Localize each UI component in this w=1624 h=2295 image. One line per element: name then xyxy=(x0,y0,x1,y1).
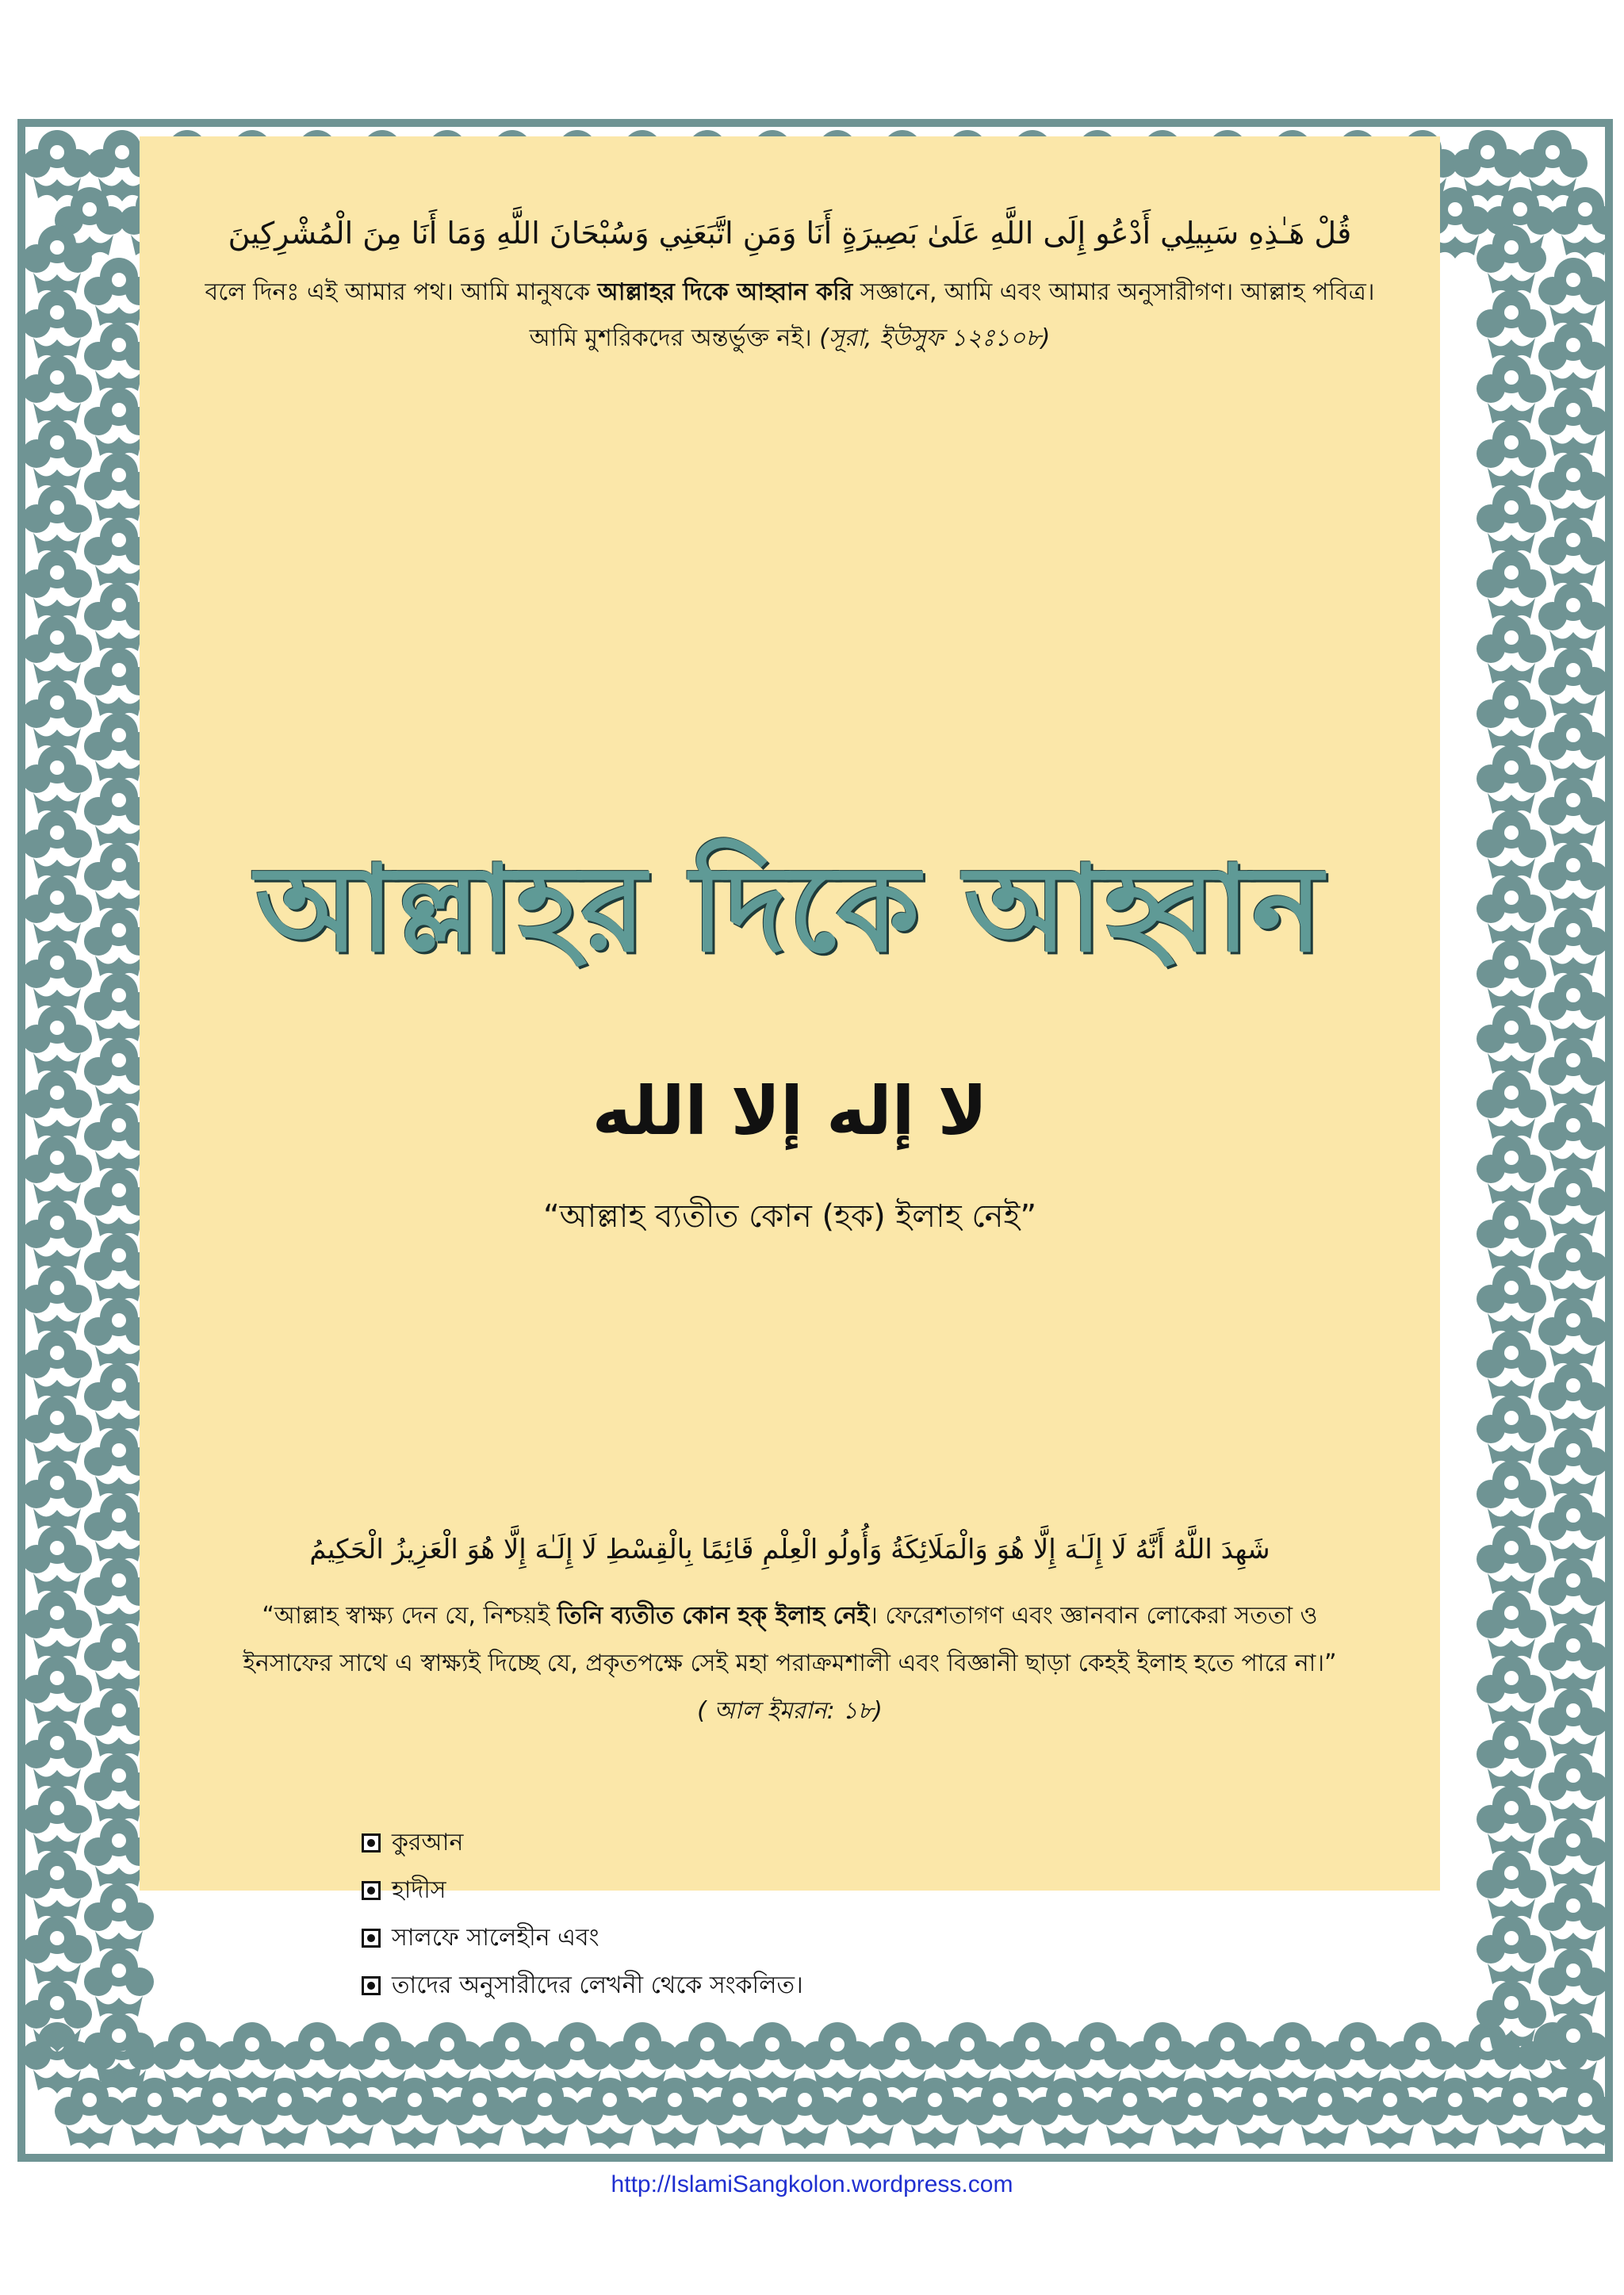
floral-ornament-icon xyxy=(1538,1103,1605,1174)
floral-ornament-icon xyxy=(1538,1233,1605,1305)
floral-ornament-icon xyxy=(965,2078,1035,2149)
floral-ornament-icon xyxy=(1477,1916,1546,1987)
floral-ornament-icon xyxy=(120,2078,190,2149)
floral-ornament-icon xyxy=(900,2078,970,2149)
floral-ornament-icon xyxy=(25,1591,92,1662)
page-title: আল্লাহর দিকে আহ্বান xyxy=(255,839,1324,979)
floral-ornament-icon xyxy=(380,2078,450,2149)
floral-ornament-icon xyxy=(1538,323,1605,394)
floral-ornament-icon xyxy=(1538,1818,1605,1890)
floral-ornament-icon xyxy=(1477,941,1546,1012)
floral-ornament-icon xyxy=(25,420,92,492)
floral-ornament-icon xyxy=(445,2078,515,2149)
floral-ornament-icon xyxy=(1477,810,1546,882)
floral-ornament-icon xyxy=(1290,2078,1360,2149)
floral-ornament-icon xyxy=(1538,908,1605,979)
content-panel xyxy=(140,136,1440,1999)
list-item xyxy=(362,1819,803,1867)
closing-verse-arabic: شَهِدَ اللَّهُ أَنَّهُ لَا إِلَـٰهَ إِلَّا هُوَ وَالْمَلَائِكَةُ وَأُولُو الْعِلْمِ قَائِمًا بِالْقِسْطِ لَا إِلَـٰهَ إِلَّا هُوَ الْعَزِيزُ الْحَكِيمُ xyxy=(309,1534,1270,1565)
floral-ornament-icon xyxy=(510,2078,580,2149)
floral-ornament-icon xyxy=(25,1136,92,1207)
floral-ornament-icon xyxy=(25,1006,92,1077)
floral-ornament-icon xyxy=(25,615,92,687)
floral-ornament-icon xyxy=(25,485,92,557)
floral-ornament-icon xyxy=(25,1526,92,1597)
floral-ornament-icon xyxy=(185,2078,255,2149)
floral-ornament-icon xyxy=(25,745,92,817)
list-item xyxy=(362,1962,803,2010)
verse1-emphasis: আল্লাহর দিকে আহ্বান করি xyxy=(597,278,853,306)
floral-ornament-icon xyxy=(25,875,92,947)
floral-ornament-icon xyxy=(1477,1136,1546,1207)
floral-ornament-icon xyxy=(1160,2078,1230,2149)
floral-ornament-icon xyxy=(55,2078,124,2149)
floral-ornament-icon xyxy=(25,1851,92,1922)
sources-list xyxy=(362,1819,803,2010)
floral-ornament-icon xyxy=(1538,1298,1605,1370)
floral-ornament-icon xyxy=(1477,355,1546,427)
floral-ornament-icon xyxy=(1477,1201,1546,1272)
verse2-text-c: ইনসাফের সাথে এ স্বাক্ষ্যই দিচ্ছে যে, প্রকৃতপক্ষে সেই মহা পরাক্রমশালী এবং বিজ্ঞানী ছাড়া কেহই ইলাহ হতে পারে না।” xyxy=(243,1649,1337,1677)
floral-ornament-icon xyxy=(1355,2078,1425,2149)
floral-ornament-icon xyxy=(1538,843,1605,914)
floral-ornament-icon xyxy=(1550,2078,1605,2149)
floral-ornament-icon xyxy=(770,2078,840,2149)
floral-ornament-icon xyxy=(1477,1851,1546,1922)
floral-ornament-icon xyxy=(1095,2078,1165,2149)
floral-ornament-icon xyxy=(1538,1883,1605,1955)
floral-ornament-icon xyxy=(1477,680,1546,752)
verse2-text-a: “আল্লাহ স্বাক্ষ্য দেন যে, নিশ্চয়ই xyxy=(262,1602,557,1630)
square-bullet-icon xyxy=(362,1976,381,1995)
floral-ornament-icon xyxy=(1477,1266,1546,1337)
floral-ornament-icon xyxy=(1477,1461,1546,1532)
floral-ornament-icon xyxy=(1538,1168,1605,1239)
square-bullet-icon xyxy=(362,1833,381,1852)
floral-ornament-icon xyxy=(1477,1006,1546,1077)
floral-ornament-icon xyxy=(1538,1558,1605,1630)
verse1-text-c: আমি মুশরিকদের অন্তর্ভুক্ত নই। xyxy=(529,324,820,352)
floral-ornament-icon xyxy=(250,2078,320,2149)
floral-ornament-icon xyxy=(25,1396,92,1467)
floral-ornament-icon xyxy=(1538,1038,1605,1109)
square-bullet-icon xyxy=(362,1881,381,1900)
floral-ornament-icon xyxy=(640,2078,710,2149)
floral-ornament-icon xyxy=(25,225,92,297)
opening-verse-translation xyxy=(171,270,1408,362)
floral-ornament-icon xyxy=(1420,2078,1490,2149)
floral-ornament-icon xyxy=(1538,973,1605,1044)
floral-ornament-icon xyxy=(1477,745,1546,817)
verse2-emphasis: তিনি ব্যতীত কোন হক্ ইলাহ নেই xyxy=(557,1602,870,1630)
verse1-text-a: বলে দিনঃ এই আমার পথ। আমি মানুষকে xyxy=(205,278,598,306)
floral-ornament-icon xyxy=(25,680,92,752)
floral-ornament-icon xyxy=(1538,1623,1605,1695)
floral-ornament-icon xyxy=(1477,1786,1546,1857)
list-item xyxy=(362,1867,803,1914)
floral-ornament-icon xyxy=(1538,1948,1605,2020)
floral-ornament-icon xyxy=(1477,290,1546,362)
floral-ornament-icon xyxy=(25,1201,92,1272)
floral-ornament-icon xyxy=(25,1721,92,1792)
floral-ornament-icon xyxy=(1538,258,1605,329)
floral-ornament-icon xyxy=(84,1948,154,2020)
floral-ornament-icon xyxy=(84,1883,154,1955)
verse2-text-b: । ফেরেশতাগণ এবং জ্ঞানবান লোকেরা সততা ও xyxy=(869,1602,1318,1630)
floral-ornament-icon xyxy=(1538,388,1605,459)
floral-ornament-icon xyxy=(1225,2078,1295,2149)
floral-ornament-icon xyxy=(575,2078,645,2149)
floral-ornament-icon xyxy=(1538,1493,1605,1565)
floral-ornament-icon xyxy=(315,2078,385,2149)
floral-ornament-icon xyxy=(1477,1591,1546,1662)
floral-ornament-icon xyxy=(1477,1331,1546,1402)
floral-ornament-icon xyxy=(1538,453,1605,524)
kalima-arabic: لا إله إلا الله xyxy=(592,1072,988,1150)
floral-ornament-icon xyxy=(1477,1071,1546,1142)
floral-ornament-icon xyxy=(1477,1526,1546,1597)
floral-ornament-icon xyxy=(1477,1656,1546,1727)
floral-ornament-icon xyxy=(1538,1428,1605,1500)
square-bullet-icon xyxy=(362,1929,381,1948)
floral-ornament-icon xyxy=(835,2078,905,2149)
floral-ornament-icon xyxy=(25,290,92,362)
kalima-translation: “আল্লাহ ব্যতীত কোন (হক) ইলাহ নেই” xyxy=(542,1198,1037,1235)
floral-ornament-icon xyxy=(25,550,92,622)
floral-ornament-icon xyxy=(1477,1721,1546,1792)
floral-ornament-icon xyxy=(1477,225,1546,297)
list-item-label: সালফে সালেহীন এবং xyxy=(392,1923,599,1952)
floral-ornament-icon xyxy=(1477,875,1546,947)
floral-ornament-icon xyxy=(1538,583,1605,654)
floral-ornament-icon xyxy=(1485,2078,1555,2149)
floral-ornament-icon xyxy=(1538,713,1605,784)
list-item xyxy=(362,1914,803,1962)
floral-ornament-icon xyxy=(1477,420,1546,492)
closing-verse-translation xyxy=(195,1592,1385,1735)
list-item-label: হাদীস xyxy=(392,1875,446,1904)
verse2-reference: ( আল ইমরান: ১৮) xyxy=(697,1697,883,1725)
floral-ornament-icon xyxy=(705,2078,775,2149)
website-link[interactable]: http://IslamiSangkolon.wordpress.com xyxy=(611,2171,1013,2197)
floral-ornament-icon xyxy=(25,1266,92,1337)
floral-ornament-icon xyxy=(1477,615,1546,687)
floral-ornament-icon xyxy=(1030,2078,1100,2149)
floral-ornament-icon xyxy=(1477,550,1546,622)
floral-ornament-icon xyxy=(1538,648,1605,719)
floral-ornament-icon xyxy=(25,1461,92,1532)
floral-ornament-icon xyxy=(1538,1363,1605,1435)
floral-ornament-icon xyxy=(1538,518,1605,589)
floral-ornament-icon xyxy=(25,810,92,882)
floral-ornament-icon xyxy=(25,1071,92,1142)
verse1-text-b: সজ্ঞানে, আমি এবং আমার অনুসারীগণ। আল্লাহ পবিত্র। xyxy=(852,278,1375,306)
opening-verse-arabic: قُلْ هَـٰذِهِ سَبِيلِي أَدْعُو إِلَى اللَّهِ عَلَىٰ بَصِيرَةٍ أَنَا وَمَنِ اتَّبَعَنِي وَسُبْحَانَ اللَّهِ وَمَا أَنَا مِنَ الْمُشْرِكِينَ xyxy=(228,216,1352,251)
list-item-label: কুরআন xyxy=(392,1828,464,1856)
floral-ornament-icon xyxy=(25,355,92,427)
floral-ornament-icon xyxy=(1550,187,1605,259)
floral-ornament-icon xyxy=(25,1786,92,1857)
floral-ornament-icon xyxy=(1538,1688,1605,1760)
floral-ornament-icon xyxy=(25,1916,92,1987)
floral-ornament-icon xyxy=(25,941,92,1012)
floral-ornament-icon xyxy=(25,1331,92,1402)
list-item-label: তাদের অনুসারীদের লেখনী থেকে সংকলিত। xyxy=(392,1971,803,1999)
floral-ornament-icon xyxy=(1538,778,1605,849)
verse1-reference: (সূরা, ইউসুফ ১২ঃ১০৮) xyxy=(819,324,1051,352)
floral-ornament-icon xyxy=(1538,1753,1605,1825)
floral-ornament-icon xyxy=(1477,485,1546,557)
floral-ornament-icon xyxy=(25,1656,92,1727)
floral-ornament-icon xyxy=(1477,1396,1546,1467)
